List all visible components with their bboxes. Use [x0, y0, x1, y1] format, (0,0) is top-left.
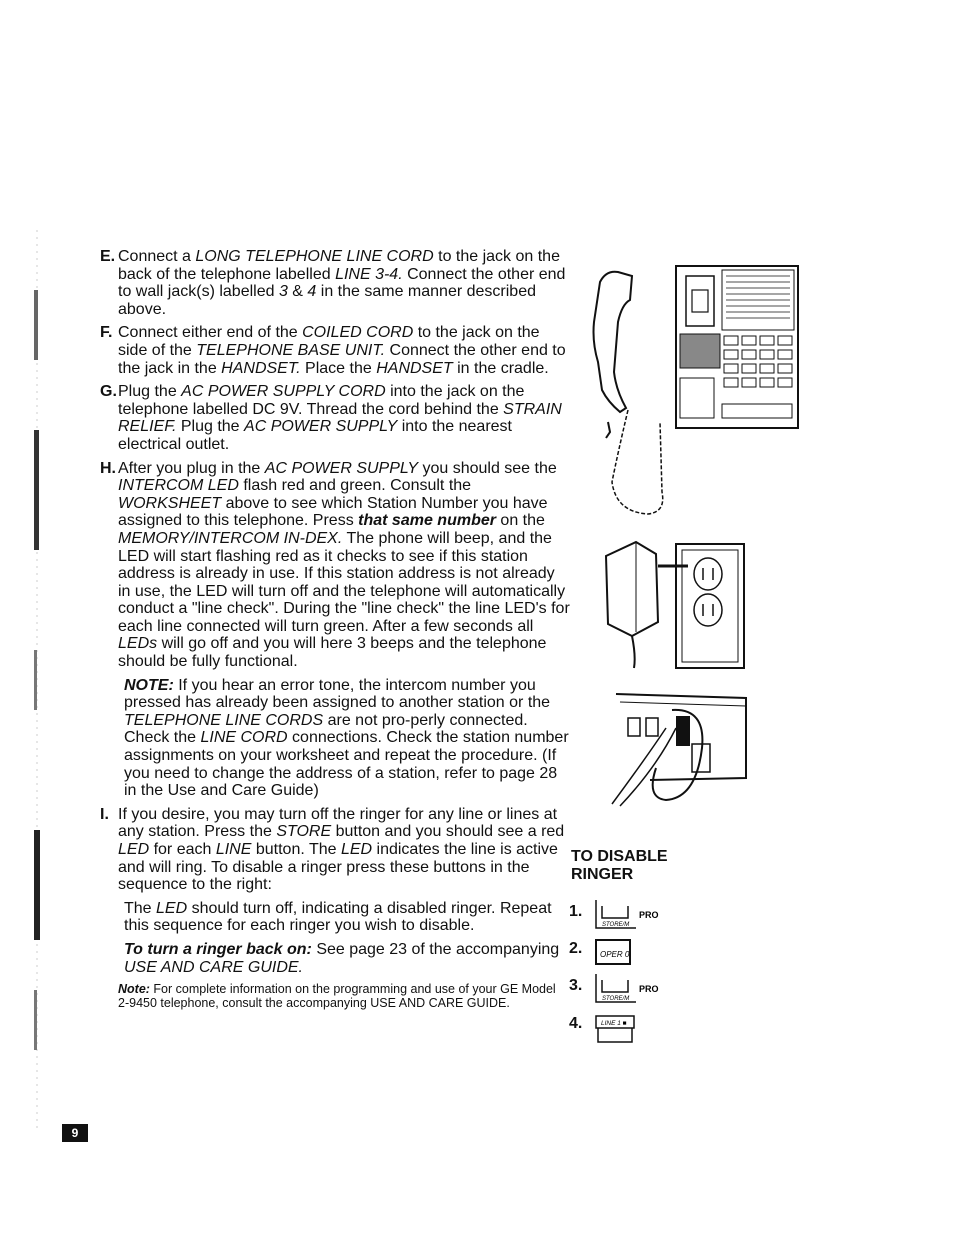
line-1-key-label: LINE 1 ■ [601, 1020, 627, 1027]
text-run: MEMORY/INTERCOM IN-DEX. [118, 529, 343, 547]
step-paragraph [118, 900, 570, 935]
text-run: LED [340, 841, 373, 858]
text-run: After you plug in the [118, 459, 265, 477]
store-key-label: STORE/M [602, 922, 630, 928]
text-run: flash red and green. Consult the [238, 477, 472, 495]
text-run: LINE [215, 841, 252, 858]
text-run: that same number [358, 512, 496, 530]
text-run: WORKSHEET [118, 494, 222, 512]
text-run: are not pro-perly connected. Check the [124, 711, 528, 747]
pro-label: PRO [639, 910, 659, 920]
text-run: connections. Check the station number assignments on your worksheet and repeat the procedure. (If you need to change the address of a station, refer to page 28 in the Use and Care Guide) [124, 729, 569, 800]
ringer-step-3-number: 3. [569, 977, 583, 994]
step-paragraph [118, 383, 570, 453]
text-run: 3 [278, 283, 288, 301]
setup-steps [100, 248, 570, 976]
text-run: COILED CORD [302, 324, 414, 342]
setup-step [100, 806, 570, 976]
step-letter: H. [100, 459, 116, 477]
text-run: STRAIN RELIEF. [118, 400, 562, 436]
text-run: NOTE: [124, 676, 174, 694]
text-run: LINE CORD [200, 729, 288, 747]
setup-step [100, 383, 570, 453]
instructions-column [100, 248, 570, 1010]
text-run: HANDSET. [221, 359, 301, 377]
text-run: If you hear an error tone, the intercom number you pressed has already been assigned to another station or the [124, 676, 551, 712]
text-run: button. The [251, 841, 341, 858]
line-1-key[interactable] [594, 1012, 640, 1051]
step-letter: I. [100, 805, 109, 823]
text-run: in the same manner described above. [118, 283, 536, 318]
text-run: The [124, 899, 157, 917]
text-run: AC POWER SUPPLY [264, 459, 418, 477]
text-run: AC POWER SUPPLY CORD [181, 383, 386, 401]
text-run: on the [495, 512, 545, 530]
text-run: HANDSET [376, 359, 453, 377]
text-run: Connect the other end to the jack in the [118, 341, 566, 377]
text-run: in the cradle. [452, 359, 549, 377]
ringer-step-1-number: 1. [569, 903, 583, 920]
step-paragraph [118, 248, 570, 318]
text-run: Connect a [118, 248, 196, 265]
ringer-step-4-number: 4. [569, 1015, 583, 1032]
ringer-step-2-number: 2. [569, 940, 583, 957]
text-run: TELEPHONE BASE UNIT. [196, 341, 386, 359]
store-key[interactable] [592, 898, 664, 937]
text-run: For complete information on the programming and use of your GE Model 2-9450 telephone, consult the accompanying USE AND CARE GUIDE. [118, 982, 556, 1011]
text-run: Note: [118, 982, 150, 997]
text-run: & [287, 283, 308, 301]
oper-0-key-label: OPER 0 [600, 950, 630, 959]
text-run: To turn a ringer back on: [124, 940, 312, 958]
step-letter: E. [100, 248, 116, 265]
store-key[interactable] [592, 972, 664, 1011]
text-run: LED [156, 899, 188, 917]
text-run: STORE [276, 823, 332, 841]
text-run: will go off and you will here 3 beeps and the telephone should be fully functional. [118, 635, 547, 671]
text-run: The phone will beep, and the LED will start flashing red as it checks to see if this station address is already in use. If this station address is not already in use, the LED will turn off and the telephone will automatically conduct a "line check". During the "line check" the line LED's for each line connected will turn green. After a few seconds all [118, 529, 570, 635]
page-number: 9 [62, 1124, 88, 1142]
text-run: into the nearest electrical outlet. [118, 418, 512, 453]
oper-0-key[interactable] [594, 938, 634, 973]
text-run: Connect either end of the [118, 324, 303, 342]
text-run: INTERCOM LED [118, 477, 239, 495]
text-run: into the jack on the telephone labelled DC 9V. Thread the cord behind the [118, 383, 525, 418]
text-run: to the jack on the back of the telephone labelled [118, 248, 560, 283]
text-run: Connect the other end to wall jack(s) labelled [118, 265, 566, 301]
step-paragraph [118, 324, 570, 377]
text-run: above to see which Station Number you have assigned to this telephone. Press [118, 494, 548, 530]
text-run: If you desire, you may turn off the ringer for any line or lines at any station. Press the [118, 805, 558, 841]
telephone-illustration [588, 262, 803, 529]
step-paragraph [118, 677, 570, 800]
text-run: LED [118, 841, 150, 858]
setup-step [100, 324, 570, 377]
text-run: indicates the line is active and will ring. To disable a ringer press these buttons in the sequence to the right: [118, 841, 558, 894]
text-run: Plug the [176, 418, 245, 436]
step-letter: G. [100, 383, 117, 401]
strain-relief-illustration [606, 688, 750, 813]
text-run: should turn off, indicating a disabled ringer. Repeat this sequence for each ringer you wish to disable. [124, 899, 552, 935]
step-letter: F. [100, 324, 113, 342]
text-run: you should see the [418, 459, 557, 477]
text-run: 4 [307, 283, 317, 301]
step-paragraph [118, 806, 570, 894]
text-run: Plug the [118, 383, 182, 401]
step-paragraph [118, 460, 570, 671]
setup-step [100, 460, 570, 800]
text-run: button and you should see a red [331, 823, 565, 841]
scan-edge-artifact [30, 230, 44, 1130]
step-paragraph [118, 941, 570, 976]
text-run: Place the [300, 359, 377, 377]
text-run: LEDs [118, 635, 158, 653]
text-run: LONG TELEPHONE LINE CORD [195, 248, 434, 265]
pro-label: PRO [639, 984, 659, 994]
text-run: for each [149, 841, 216, 858]
setup-step [100, 248, 570, 318]
store-key-label: STORE/M [602, 996, 630, 1002]
text-run: USE AND CARE GUIDE. [124, 958, 303, 976]
disable-ringer-title: TO DISABLE RINGER [571, 848, 668, 883]
text-run: AC POWER SUPPLY [244, 418, 398, 436]
text-run: See page 23 of the accompanying [311, 940, 560, 958]
text-run: LINE 3-4. [335, 265, 403, 283]
text-run: to the jack on the side of the [118, 324, 540, 359]
ac-adapter-outlet-illustration [596, 536, 748, 675]
footnote [100, 982, 570, 1010]
text-run: TELEPHONE LINE CORDS [124, 711, 324, 729]
